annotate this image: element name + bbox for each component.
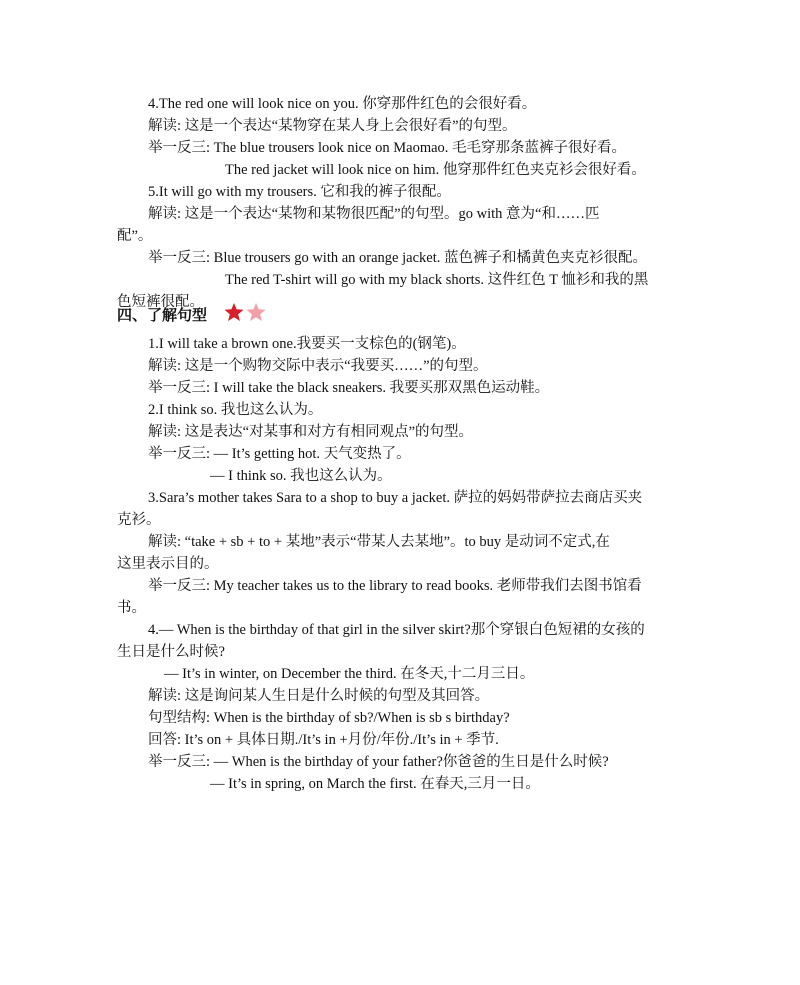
text-line: 回答: It’s on + 具体日期./It’s in +月份/年份./It’s in + 季节. bbox=[148, 732, 499, 748]
text-line: 举一反三: — When is the birthday of your father?你爸爸的生日是什么时候? bbox=[148, 754, 609, 770]
text-line: 2.I think so. 我也这么认为。 bbox=[148, 402, 323, 418]
text-line: 举一反三: Blue trousers go with an orange jacket. 蓝色裤子和橘黄色夹克衫很配。 bbox=[148, 250, 647, 266]
text-line: 举一反三: I will take the black sneakers. 我要买那双黑色运动鞋。 bbox=[148, 380, 550, 396]
text-line: 1.I will take a brown one.我要买一支棕色的(钢笔)。 bbox=[148, 336, 466, 352]
text-line: The red jacket will look nice on him. 他穿那件红色夹克衫会很好看。 bbox=[225, 162, 646, 178]
text-line: 举一反三: — It’s getting hot. 天气变热了。 bbox=[148, 446, 411, 462]
text-line: 书。 bbox=[117, 600, 146, 616]
text-line: 解读: “take + sb + to + 某地”表示“带某人去某地”。to buy 是动词不定式,在 bbox=[148, 534, 610, 550]
star-icon bbox=[225, 303, 244, 321]
text-line: 句型结构: When is the birthday of sb?/When is sb s birthday? bbox=[148, 710, 510, 726]
text-line: 生日是什么时候? bbox=[117, 644, 225, 660]
text-line: 色短裤很配。 bbox=[117, 294, 204, 310]
text-line: 解读: 这是一个表达“某物和某物很匹配”的句型。go with 意为“和……匹 bbox=[148, 206, 600, 222]
text-line: 这里表示目的。 bbox=[117, 556, 219, 572]
section-heading: 四、了解句型 bbox=[117, 306, 208, 324]
text-line: 解读: 这是询问某人生日是什么时候的句型及其回答。 bbox=[148, 688, 490, 704]
text-line: 5.It will go with my trousers. 它和我的裤子很配。 bbox=[148, 184, 451, 200]
text-line: 4.— When is the birthday of that girl in the silver skirt?那个穿银白色短裙的女孩的 bbox=[148, 622, 645, 638]
text-line: 4.The red one will look nice on you. 你穿那件红色的会很好看。 bbox=[148, 96, 537, 112]
text-line: — It’s in winter, on December the third. 在冬天,十二月三日。 bbox=[164, 666, 535, 682]
text-line: — I think so. 我也这么认为。 bbox=[210, 468, 392, 484]
rating-stars bbox=[224, 302, 274, 324]
text-line: 解读: 这是一个表达“某物穿在某人身上会很好看”的句型。 bbox=[148, 118, 517, 134]
text-line: 举一反三: My teacher takes us to the library to read books. 老师带我们去图书馆看 bbox=[148, 578, 642, 594]
text-line: 解读: 这是表达“对某事和对方有相同观点”的句型。 bbox=[148, 424, 474, 440]
text-line: 解读: 这是一个购物交际中表示“我要买……”的句型。 bbox=[148, 358, 488, 374]
text-line: — It’s in spring, on March the first. 在春天,三月一日。 bbox=[210, 776, 540, 792]
text-line: 克衫。 bbox=[117, 512, 161, 528]
text-line: 配”。 bbox=[117, 228, 153, 244]
text-line: 举一反三: The blue trousers look nice on Maomao. 毛毛穿那条蓝裤子很好看。 bbox=[148, 140, 627, 156]
text-line: 3.Sara’s mother takes Sara to a shop to buy a jacket. 萨拉的妈妈带萨拉去商店买夹 bbox=[148, 490, 643, 506]
star-icon bbox=[247, 303, 266, 321]
text-line: The red T-shirt will go with my black shorts. 这件红色 T 恤衫和我的黑 bbox=[225, 272, 649, 288]
